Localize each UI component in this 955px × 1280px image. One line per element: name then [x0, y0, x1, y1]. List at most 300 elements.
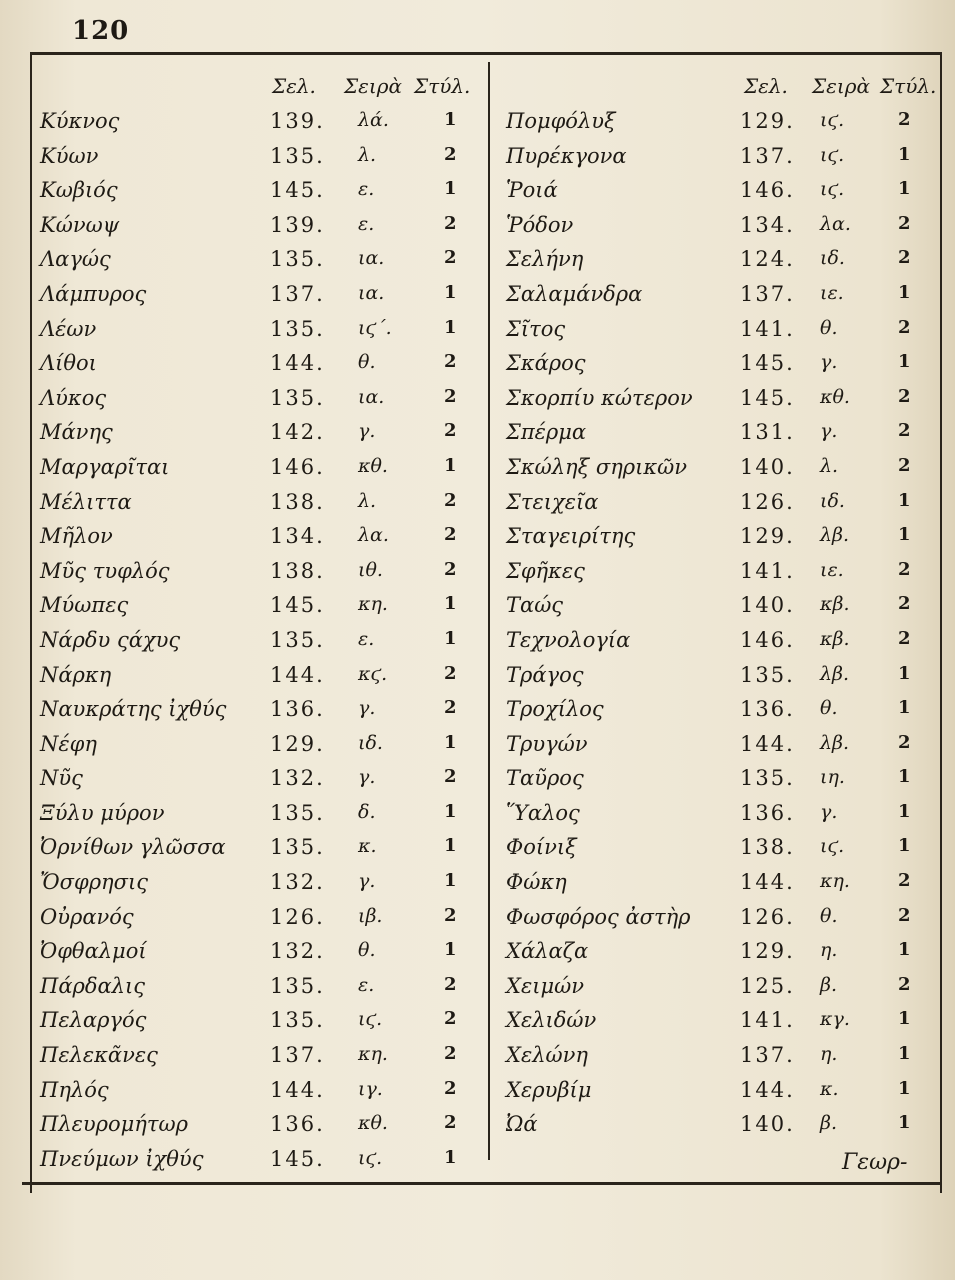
entry-term: Ὀφθαλμοί: [40, 939, 147, 964]
entry-column: 2: [898, 316, 911, 338]
entry-column: 1: [444, 939, 457, 961]
index-entry: [36, 208, 486, 243]
entry-line: κ.: [820, 1077, 839, 1100]
entry-term: Χειμών: [506, 973, 584, 998]
entry-line: ιδ.: [820, 247, 845, 270]
entry-term: Τεχνολογία: [506, 627, 631, 652]
entry-term: Ὀρνίθων γλῶσσα: [40, 835, 226, 860]
entry-term: Σαλαμάνδρα: [506, 281, 643, 306]
index-entry: [500, 1003, 936, 1038]
entry-page: 129.: [270, 731, 325, 756]
index-entry: [36, 104, 486, 139]
entry-term: Μῆλον: [40, 524, 113, 549]
entry-page: 144.: [270, 662, 325, 687]
entry-column: 2: [444, 524, 457, 546]
entry-page: 137.: [740, 1043, 795, 1068]
entry-column: 1: [898, 524, 911, 546]
index-entry: [500, 554, 936, 589]
entry-line: λα.: [358, 524, 389, 547]
entry-line: λά.: [358, 109, 389, 131]
entry-term: Ταώς: [506, 593, 564, 618]
entry-term: Νάρκη: [40, 662, 112, 687]
entry-term: Πηλός: [40, 1077, 109, 1102]
entry-term: Ναυκράτης ἰχθύς: [40, 697, 227, 722]
entry-page: 141.: [740, 1008, 795, 1033]
entry-line: ε.: [358, 627, 375, 650]
entry-column: 2: [444, 766, 457, 788]
entry-column: 2: [898, 593, 911, 615]
entry-column: 2: [898, 420, 911, 442]
entry-term: Σφῆκες: [506, 558, 585, 583]
index-entry: [36, 450, 486, 485]
entry-line: θ.: [820, 697, 838, 720]
index-entry: [500, 312, 936, 347]
index-entry: [500, 139, 936, 174]
entry-page: 145.: [270, 178, 325, 203]
entry-line: δ.: [358, 800, 376, 823]
index-entry: [500, 173, 936, 208]
index-entry: [500, 242, 936, 277]
entry-column: 1: [898, 1112, 911, 1134]
entry-column: 1: [444, 835, 457, 857]
index-entry: [36, 1073, 486, 1108]
index-entry: [36, 623, 486, 658]
page-number: 120: [72, 16, 130, 46]
index-entry: [36, 312, 486, 347]
index-entry: [500, 692, 936, 727]
entry-column: 2: [898, 385, 911, 407]
entry-page: 139.: [270, 109, 325, 133]
entry-column: 1: [898, 1043, 911, 1065]
entry-page: 144.: [270, 1077, 325, 1102]
entry-column: 2: [898, 247, 911, 269]
entry-line: θ.: [358, 939, 376, 962]
entry-term: Ῥοιά: [506, 178, 558, 203]
entry-term: Μῦς τυφλός: [40, 558, 170, 583]
entry-column: 2: [444, 420, 457, 442]
index-entry: [500, 865, 936, 900]
entry-page: 125.: [740, 973, 795, 998]
entry-page: 138.: [270, 489, 325, 514]
entry-term: Οὐρανός: [40, 904, 134, 929]
entry-term: Πλευρομήτωρ: [40, 1112, 188, 1137]
entry-line: η.: [820, 1043, 838, 1066]
bottom-rule: [22, 1182, 940, 1185]
entry-page: 139.: [270, 212, 325, 237]
entry-column: 2: [898, 973, 911, 995]
entry-term: Μάνης: [40, 420, 113, 445]
entry-line: λ.: [820, 454, 839, 477]
entry-line: ιθ.: [358, 558, 383, 581]
entry-page: 126.: [740, 489, 795, 514]
index-entry: [500, 588, 936, 623]
entry-line: κβ.: [820, 627, 850, 650]
entry-term: Σκορπίυ κώτερον: [506, 385, 693, 410]
entry-page: 135.: [270, 835, 325, 860]
entry-line: ε.: [358, 212, 375, 235]
entry-page: 135.: [270, 247, 325, 272]
entry-page: 129.: [740, 939, 795, 964]
index-entry: [500, 208, 936, 243]
entry-term: Χελώνη: [506, 1043, 589, 1068]
entry-line: λ.: [358, 489, 377, 512]
entry-page: 131.: [740, 420, 795, 445]
index-entry: [500, 450, 936, 485]
entry-page: 146.: [740, 178, 795, 203]
entry-page: 138.: [270, 558, 325, 583]
entry-page: 142.: [270, 420, 325, 445]
entry-line: κϛ.: [358, 662, 388, 685]
entry-column: 2: [898, 454, 911, 476]
entry-term: Ξύλυ μύρον: [40, 800, 165, 825]
entry-line: ιϛ.: [358, 1008, 383, 1031]
header-line: Σειρὰ: [812, 74, 870, 98]
index-entry: [500, 969, 936, 1004]
entry-column: 2: [898, 731, 911, 753]
entry-column: 2: [444, 351, 457, 373]
entry-column: 1: [444, 627, 457, 649]
entry-term: Νῦς: [40, 766, 83, 791]
entry-column: 2: [444, 489, 457, 511]
entry-line: λβ.: [820, 662, 850, 685]
entry-page: 136.: [270, 697, 325, 722]
entry-line: κη.: [820, 870, 850, 893]
entry-column: 2: [444, 1043, 457, 1065]
entry-line: κθ.: [358, 1112, 388, 1135]
entry-column: 2: [898, 109, 911, 130]
entry-page: 141.: [740, 558, 795, 583]
index-entry: [500, 623, 936, 658]
entry-page: 129.: [740, 524, 795, 549]
entry-line: λ.: [358, 143, 377, 166]
entry-page: 135.: [740, 766, 795, 791]
entry-page: 137.: [740, 281, 795, 306]
entry-column: 1: [898, 178, 911, 200]
entry-term: Φοίνιξ: [506, 835, 577, 860]
entry-term: Σταγειρίτης: [506, 524, 636, 549]
entry-line: λα.: [820, 212, 851, 235]
entry-column: 1: [898, 489, 911, 511]
entry-column: 1: [898, 281, 911, 303]
entry-line: γ.: [820, 420, 838, 443]
index-entry: [36, 1107, 486, 1142]
entry-column: 2: [898, 627, 911, 649]
entry-term: Πελαργός: [40, 1008, 147, 1033]
entry-term: Σπέρμα: [506, 420, 587, 445]
entry-line: λβ.: [820, 731, 850, 754]
entry-column: 1: [898, 662, 911, 684]
entry-page: 140.: [740, 1112, 795, 1137]
entry-term: Χελιδών: [506, 1008, 597, 1033]
entry-term: Λέων: [40, 316, 97, 341]
entry-term: Πελεκᾶνες: [40, 1043, 158, 1068]
entry-term: Τροχίλος: [506, 697, 604, 722]
entry-column: 1: [898, 1008, 911, 1030]
index-entry: [500, 346, 936, 381]
entry-line: κγ.: [820, 1008, 850, 1031]
entry-line: ε.: [358, 973, 375, 996]
entry-term: Σκάρος: [506, 351, 586, 376]
entry-page: 144.: [740, 1077, 795, 1102]
entry-line: κη.: [358, 593, 388, 616]
index-entry: [36, 900, 486, 935]
index-entry: [500, 934, 936, 969]
entry-line: ιδ.: [820, 489, 845, 512]
index-entry: [36, 415, 486, 450]
entry-column: 2: [444, 1008, 457, 1030]
entry-page: 141.: [740, 316, 795, 341]
entry-page: 135.: [740, 662, 795, 687]
index-entry: [36, 554, 486, 589]
entry-page: 132.: [270, 766, 325, 791]
index-entry: [36, 1003, 486, 1038]
index-entry: [36, 796, 486, 831]
entry-term: Μέλιττα: [40, 489, 132, 514]
index-entry: [36, 588, 486, 623]
entry-line: ιβ.: [358, 904, 383, 927]
entry-column: 1: [444, 593, 457, 615]
header-page: Σελ.: [744, 74, 788, 98]
entry-line: κ.: [358, 835, 377, 858]
entry-page: 144.: [270, 351, 325, 376]
entry-column: 1: [444, 454, 457, 476]
entry-page: 145.: [270, 593, 325, 618]
entry-line: ιϛ.: [820, 143, 845, 166]
entry-line: γ.: [820, 351, 838, 374]
entry-term: Ταῦρος: [506, 766, 584, 791]
entry-line: κβ.: [820, 593, 850, 616]
index-entry: [36, 830, 486, 865]
index-entry: [36, 173, 486, 208]
index-entry: [500, 1073, 936, 1108]
entry-column: 1: [898, 939, 911, 961]
entry-line: ιγ.: [358, 1077, 383, 1100]
entry-line: ια.: [358, 281, 385, 304]
entry-column: 2: [444, 697, 457, 719]
entry-page: 135.: [270, 973, 325, 998]
entry-term: Σκώληξ σηρικῶν: [506, 454, 688, 479]
entry-page: 129.: [740, 109, 795, 133]
index-entry: [36, 242, 486, 277]
entry-line: θ.: [820, 904, 838, 927]
entry-column: 1: [898, 351, 911, 373]
entry-page: 137.: [270, 281, 325, 306]
catchword: Γεωρ-: [842, 1150, 908, 1175]
entry-page: 144.: [740, 870, 795, 895]
entry-page: 140.: [740, 454, 795, 479]
entry-page: 137.: [270, 1043, 325, 1068]
entry-column: 1: [444, 109, 457, 130]
entry-term: Πάρδαλις: [40, 973, 145, 998]
entry-term: Πνεύμων ἰχθύς: [40, 1146, 204, 1171]
entry-column: 2: [444, 662, 457, 684]
entry-term: Λίθοι: [40, 351, 97, 376]
entry-line: ιϛ.: [358, 1146, 383, 1169]
index-column-left: [36, 64, 486, 1176]
entry-term: Στειχεῖα: [506, 489, 599, 514]
entry-page: 135.: [270, 385, 325, 410]
entry-term: Σελήνη: [506, 247, 584, 272]
index-entry: [36, 381, 486, 416]
entry-term: Τράγος: [506, 662, 584, 687]
entry-page: 146.: [270, 454, 325, 479]
column-header: [500, 64, 936, 104]
entry-page: 134.: [270, 524, 325, 549]
entry-column: 2: [444, 973, 457, 995]
header-column: Στύλ.: [880, 74, 937, 98]
entry-page: 135.: [270, 800, 325, 825]
entry-column: 2: [444, 212, 457, 234]
entry-term: Κύων: [40, 143, 99, 168]
entry-column: 2: [444, 385, 457, 407]
entry-line: γ.: [358, 697, 376, 720]
entry-page: 132.: [270, 870, 325, 895]
header-column: Στύλ.: [414, 74, 471, 98]
entry-column: 1: [898, 766, 911, 788]
entry-column: 1: [898, 800, 911, 822]
entry-term: Ὕαλος: [506, 800, 580, 825]
index-entry: [500, 1107, 936, 1142]
entry-page: 137.: [740, 143, 795, 168]
index-entry: [36, 727, 486, 762]
entry-page: 145.: [740, 385, 795, 410]
entry-term: Χερυβίμ: [506, 1077, 592, 1102]
entry-line: ιϛ.: [820, 835, 845, 858]
entry-page: 126.: [270, 904, 325, 929]
entry-column: 1: [898, 835, 911, 857]
index-entry: [500, 277, 936, 312]
entry-line: γ.: [358, 420, 376, 443]
entry-term: Λάμπυρος: [40, 281, 147, 306]
entry-column: 2: [444, 1112, 457, 1134]
entry-page: 145.: [270, 1146, 325, 1171]
entry-term: Ὄσφρησις: [40, 870, 148, 895]
entry-column: 2: [898, 558, 911, 580]
index-entry: [36, 692, 486, 727]
entry-line: ιϛ.: [820, 178, 845, 201]
index-entry: [36, 658, 486, 693]
entry-column: 1: [444, 731, 457, 753]
entry-page: 126.: [740, 904, 795, 929]
entry-line: λβ.: [820, 524, 850, 547]
entry-page: 135.: [270, 1008, 325, 1033]
entry-line: ιε.: [820, 558, 844, 581]
entry-column: 1: [898, 697, 911, 719]
index-entry: [36, 139, 486, 174]
entry-term: Τρυγών: [506, 731, 588, 756]
entry-column: 1: [444, 178, 457, 200]
index-entry: [500, 727, 936, 762]
entry-page: 136.: [740, 697, 795, 722]
column-header: [36, 64, 486, 104]
header-line: Σειρὰ: [344, 74, 402, 98]
entry-page: 146.: [740, 627, 795, 652]
entry-column: 1: [898, 1077, 911, 1099]
entry-page: 136.: [740, 800, 795, 825]
entry-term: Κωβιός: [40, 178, 118, 203]
entry-page: 136.: [270, 1112, 325, 1137]
index-entry: [500, 415, 936, 450]
entry-line: γ.: [358, 766, 376, 789]
index-entry: [36, 519, 486, 554]
entry-term: Φωσφόρος ἀστὴρ: [506, 904, 691, 929]
entry-column: 2: [444, 143, 457, 165]
entry-line: θ.: [820, 316, 838, 339]
entry-line: ιϛ.: [820, 109, 845, 131]
entry-line: κη.: [358, 1043, 388, 1066]
index-entry: [36, 1142, 486, 1177]
index-entry: [500, 900, 936, 935]
entry-page: 144.: [740, 731, 795, 756]
entry-line: β.: [820, 973, 838, 996]
entry-page: 134.: [740, 212, 795, 237]
entry-term: Σῖτος: [506, 316, 566, 341]
index-entry: [500, 658, 936, 693]
index-entry: [500, 830, 936, 865]
entry-term: Πομφόλυξ: [506, 109, 616, 133]
entry-term: Ῥόδον: [506, 212, 574, 237]
index-entry: [500, 485, 936, 520]
index-entry: [36, 346, 486, 381]
entry-term: Κύκνος: [40, 109, 120, 133]
entry-term: Νάρδυ ςάχυς: [40, 627, 181, 652]
index-entry: [500, 381, 936, 416]
entry-column: 1: [444, 800, 457, 822]
entry-page: 145.: [740, 351, 795, 376]
entry-line: ια.: [358, 385, 385, 408]
entry-page: 135.: [270, 627, 325, 652]
entry-column: 1: [444, 870, 457, 892]
entry-term: Μαργαρῖται: [40, 454, 170, 479]
index-entry: [36, 969, 486, 1004]
entry-line: γ.: [358, 870, 376, 893]
entry-column: 2: [898, 870, 911, 892]
entry-term: Νέφη: [40, 731, 97, 756]
entry-column: 1: [444, 1146, 457, 1168]
index-entry: [36, 277, 486, 312]
index-entry: [500, 761, 936, 796]
entry-term: Μύωπες: [40, 593, 129, 618]
entry-line: ε.: [358, 178, 375, 201]
entry-term: Ὠά: [506, 1112, 538, 1137]
entry-line: η.: [820, 939, 838, 962]
entry-line: γ.: [820, 800, 838, 823]
index-entry: [36, 865, 486, 900]
entry-term: Κώνωψ: [40, 212, 120, 237]
index-column-right: [500, 64, 936, 1142]
entry-column: 2: [444, 247, 457, 269]
entry-column: 2: [444, 904, 457, 926]
entry-line: ιϛ΄.: [358, 316, 392, 339]
entry-term: Λύκος: [40, 385, 107, 410]
entry-column: 2: [898, 212, 911, 234]
entry-term: Φώκη: [506, 870, 567, 895]
entry-column: 2: [898, 904, 911, 926]
entry-page: 124.: [740, 247, 795, 272]
entry-page: 135.: [270, 143, 325, 168]
entry-line: κθ.: [820, 385, 850, 408]
index-entry: [500, 519, 936, 554]
entry-page: 135.: [270, 316, 325, 341]
entry-line: κθ.: [358, 454, 388, 477]
entry-column: 1: [444, 281, 457, 303]
index-entry: [500, 1038, 936, 1073]
index-entry: [500, 796, 936, 831]
entry-line: θ.: [358, 351, 376, 374]
entry-line: β.: [820, 1112, 838, 1135]
column-divider: [488, 62, 490, 1160]
entry-line: ια.: [358, 247, 385, 270]
